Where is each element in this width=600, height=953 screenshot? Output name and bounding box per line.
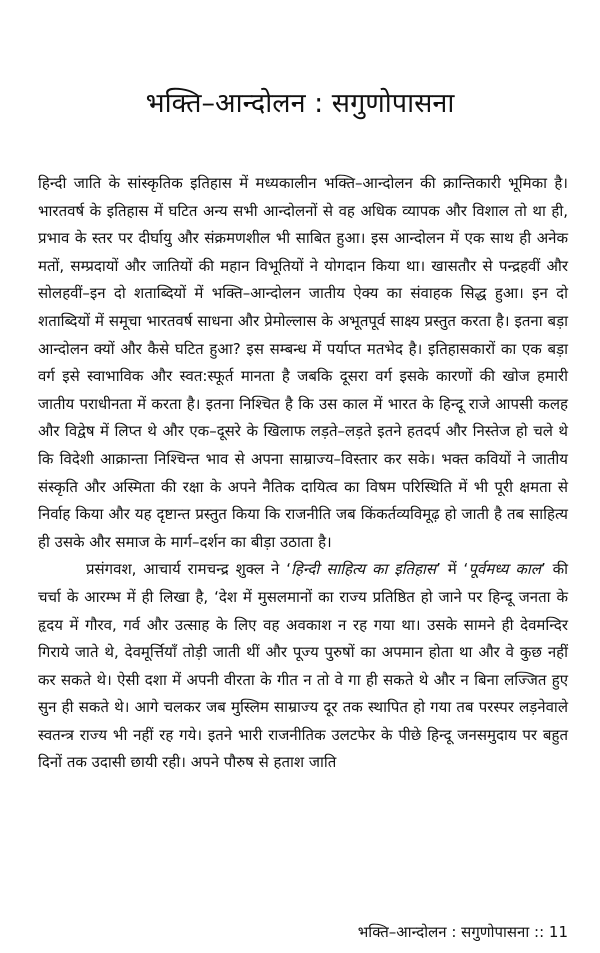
chapter-title: भक्ति–आन्दोलन : सगुणोपासना (145, 88, 455, 119)
body-text (38, 170, 568, 777)
paragraph-2 (38, 556, 568, 777)
paragraph-1: हिन्दी जाति के सांस्कृतिक इतिहास में मध्यकालीन भक्ति–आन्दोलन की क्रान्तिकारी भूमिका है। भारतवर्ष के इतिहास में घटित अन्य सभी आन्दोलनों से वह अधिक व्यापक और विशाल तो था ही, प्रभाव के स्तर पर दीर्घायु और संक्रमणशील भी साबित हुआ। इस आन्दोलन में एक साथ ही अनेक मतों, सम्प्रदायों और जातियों की महान विभूतियों ने योगदान किया था। खासतौर से पन्द्रहवीं और सोलहवीं–इन दो शताब्दियों में भक्ति–आन्दोलन जातीय ऐक्य का संवाहक सिद्ध हुआ। इन दो शताब्दियों में समूचा भारतवर्ष साधना और प्रेमोल्लास के अभूतपूर्व साक्ष्य प्रस्तुत करता है। इतना बड़ा आन्दोलन क्यों और कैसे घटित हुआ? इस सम्बन्ध में पर्याप्त मतभेद है। इतिहासकारों का एक बड़ा वर्ग इसे स्वाभाविक और स्वत:स्फूर्त मानता है जबकि दूसरा वर्ग इसके कारणों की खोज हमारी जातीय पराधीनता में करता है। इतना निश्चित है कि उस काल में भारत के हिन्दू राजे आपसी कलह और विद्वेष में लिप्त थे और एक–दूसरे के खिलाफ लड़ते–लड़ते इतने हतदर्प और निस्तेज हो चले थे कि विदेशी आक्रान्ता निश्चिन्त भाव से अपना साम्राज्य–विस्तार कर सके। भक्त कवियों ने जातीय संस्कृति और अस्मिता की रक्षा के अपने नैतिक दायित्व का विषम परिस्थिति में भी पूरी क्षमता से निर्वाह किया और यह दृष्टान्त प्रस्तुत किया कि राजनीति जब किंकर्तव्यविमूढ़ हो जाती है तब साहित्य ही उसके और समाज के मार्ग–दर्शन का बीड़ा उठाता है। (38, 174, 568, 551)
running-footer: भक्ति–आन्दोलन : सगुणोपासना :: 11 (357, 923, 568, 941)
paragraph-2-connector: ’ में ‘ (436, 560, 469, 579)
period-title-citation: पूर्वमध्य काल (468, 560, 541, 579)
paragraph-2-quote: ’ की चर्चा के आरम्भ में ही लिखा है, ‘देश में मुसलमानों का राज्य प्रतिष्ठित हो जाने पर हिन्दू जनता के हृदय में गौरव, गर्व और उत्साह के लिए वह अवकाश न रह गया था। उसके सामने ही देवमन्दिर गिराये जाते थे, देवमूर्त्तियाँ तोड़ी जाती थीं और पूज्य पुरुषों का अपमान होता था और वे कुछ नहीं कर सकते थे। ऐसी दशा में अपनी वीरता के गीत न तो वे गा ही सकते थे और न बिना लज्जित हुए सुन ही सकते थे। आगे चलकर जब मुस्लिम साम्राज्य दूर तक स्थापित हो गया तब परस्पर लड़नेवाले स्वतन्त्र राज्य भी नहीं रह गये। इतने भारी राजनीतिक उलटफेर के पीछे हिन्दू जनसमुदाय पर बहुत दिनों तक उदासी छायी रही। अपने पौरुष से हताश जाति (38, 560, 568, 772)
paragraph-2-intro: प्रसंगवश, आचार्य रामचन्द्र शुक्ल ने ‘ (86, 560, 291, 579)
book-title-citation: हिन्दी साहित्य का इतिहास (290, 560, 437, 579)
